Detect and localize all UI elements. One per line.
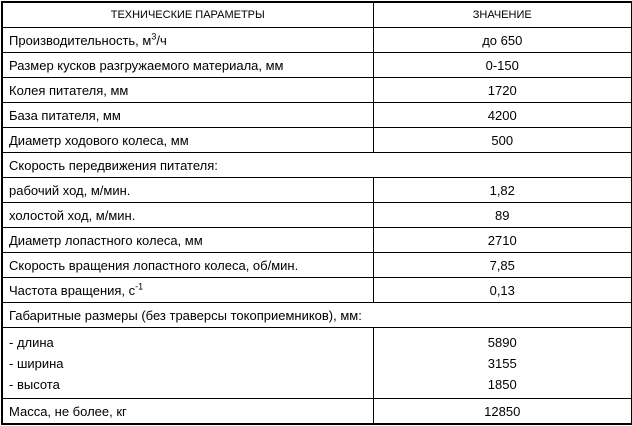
- param-label: Диаметр ходового колеса, мм: [2, 128, 373, 153]
- param-label: Производительность, $м^3/ч$: [2, 28, 373, 53]
- superscript: 3: [151, 31, 157, 42]
- table-row-rotation-frequency: [2, 278, 632, 303]
- param-label: Колея питателя, мм: [2, 78, 373, 103]
- param-value: 12850: [373, 399, 632, 425]
- param-value: 0,13: [373, 278, 632, 303]
- param-label: База питателя, мм: [2, 103, 373, 128]
- col-header-parameters: ТЕХНИЧЕСКИЕ ПАРАМЕТРЫ: [2, 2, 373, 28]
- param-value: 7,85: [373, 253, 632, 278]
- table-row-idle-stroke: [2, 203, 632, 228]
- table-row-track-gauge: [2, 78, 632, 103]
- table-row-wheel-diameter: [2, 128, 632, 153]
- param-value: 500: [373, 128, 632, 153]
- table-row-blade-wheel-speed: [2, 253, 632, 278]
- param-label: холостой ход, м/мин.: [2, 203, 373, 228]
- header-row: [2, 2, 632, 28]
- param-value: 2710: [373, 228, 632, 253]
- param-label: Частота вращения, $с^{-1}$: [2, 278, 373, 303]
- param-value: 1720: [373, 78, 632, 103]
- table-row-mass: [2, 399, 632, 425]
- param-value: до 650: [373, 28, 632, 53]
- table-row-working-stroke: [2, 178, 632, 203]
- table-row-dimensions: [2, 328, 632, 399]
- table-row-blade-wheel-diameter: [2, 228, 632, 253]
- dimension-value-length: 5890: [487, 334, 517, 350]
- table-section-row-travel-speed: [2, 153, 632, 178]
- param-label: Масса, не более, кг: [2, 399, 373, 425]
- param-label: Размер кусков разгружаемого материала, мм: [2, 53, 373, 78]
- specs-table: [1, 1, 632, 425]
- table-row-feeder-base: [2, 103, 632, 128]
- param-label: рабочий ход, м/мин.: [2, 178, 373, 203]
- param-value: 1,82: [373, 178, 632, 203]
- param-value-group: [373, 328, 632, 399]
- dimension-label-length: - длина: [9, 334, 54, 350]
- param-value: 4200: [373, 103, 632, 128]
- table-row-lump-size: [2, 53, 632, 78]
- dimension-label-height: - высота: [9, 376, 60, 392]
- col-header-value: ЗНАЧЕНИЕ: [373, 2, 632, 28]
- param-label: Скорость вращения лопастного колеса, об/мин.: [2, 253, 373, 278]
- superscript: -1: [135, 281, 144, 292]
- param-value: 0-150: [373, 53, 632, 78]
- param-label: Диаметр лопастного колеса, мм: [2, 228, 373, 253]
- table-row-capacity: [2, 28, 632, 53]
- section-label: Габаритные размеры (без траверсы токоприемников), мм:: [2, 303, 632, 328]
- section-label: Скорость передвижения питателя:: [2, 153, 632, 178]
- table-section-row-overall-dimensions: [2, 303, 632, 328]
- dimension-value-width: 3155: [487, 355, 517, 371]
- dimension-label-width: - ширина: [9, 355, 64, 371]
- param-value: 89: [373, 203, 632, 228]
- dimension-value-height: 1850: [487, 376, 517, 392]
- param-label-group: [2, 328, 373, 399]
